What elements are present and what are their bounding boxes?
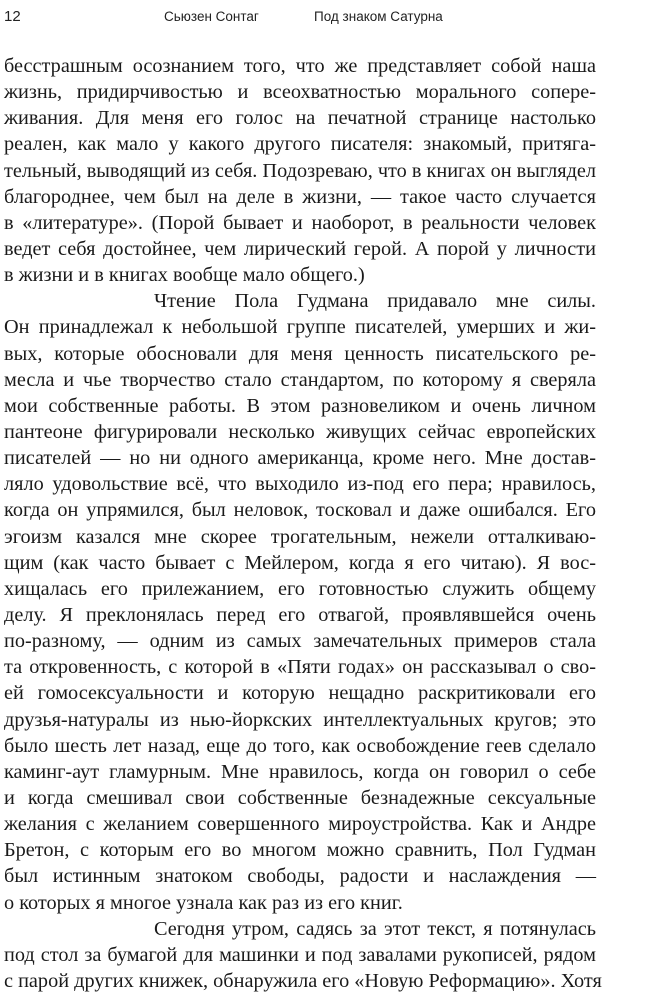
text-line: и когда смешивал свои собственные безнадежные сексуальные — [4, 786, 596, 809]
text-line: Он принадлежал к небольшой группе писателей, умерших и жи- — [4, 316, 596, 339]
text-line: делу. Я преклонялась перед его отвагой, проявлявшейся очень — [4, 603, 596, 626]
text-line: та откровенность, с которой в «Пяти годах» он рассказывал о сво- — [4, 656, 596, 679]
body-text — [4, 53, 602, 994]
running-header-author: Сьюзен Сонтаг — [164, 9, 259, 24]
text-line: под стол за бумагой для машинки и под завалами рукописей, рядом — [4, 943, 596, 966]
text-line: вых, которые обосновали для меня ценность писательского ре- — [4, 342, 596, 365]
text-line: писателей — но ни одного американца, кроме него. Мне достав- — [4, 447, 596, 470]
text-line: благороднее, чем был на деле в жизни, — такое часто случается — [4, 185, 596, 208]
text-line: мои собственные работы. В этом разновеликом и очень личном — [4, 394, 596, 417]
paragraph-start-line: Чтение Пола Гудмана придавало мне силы. — [154, 290, 596, 313]
paragraph-end-line: о которых я многое узнала как раз из его книг. — [4, 891, 403, 914]
text-line: эгоизм казался мне скорее трогательным, нежели отталкиваю- — [4, 525, 596, 548]
text-line: щим (как часто бывает с Мейлером, когда я его читаю). Я вос- — [4, 551, 596, 574]
text-line: по-разному, — одним из самых замечательных примеров стала — [4, 630, 596, 653]
running-header-book-title: Под знаком Сатурна — [314, 9, 443, 24]
text-line: ведет себя достойнее, чем лирический герой. А порой у личности — [4, 237, 596, 260]
text-line: ей гомосексуальности и которую нещадно раскритиковали его — [4, 682, 596, 705]
text-line: ляло удовольствие всё, что выходило из-под его пера; нравилось, — [4, 473, 596, 496]
text-line: друзья-натуралы из нью-йоркских интеллектуальных кругов; это — [4, 708, 596, 731]
text-line: пантеоне фигурировали несколько живущих сейчас европейских — [4, 420, 596, 443]
text-line: бесстрашным осознанием того, что же представляет собой наша — [4, 55, 596, 77]
text-line: Бретон, с которым его во многом можно сравнить, Пол Гудман — [4, 839, 596, 862]
text-line: каминг-аут гламурным. Мне нравилось, когда он говорил о себе — [4, 760, 596, 783]
text-line: был истинным знатоком свободы, радости и наслаждения — — [4, 865, 596, 888]
text-line: тельный, выводящий из себя. Подозреваю, что в книгах он выглядел — [4, 159, 597, 182]
running-header — [4, 8, 644, 32]
paragraph-end-line: в жизни и в книгах вообще мало общего.) — [4, 264, 365, 287]
page-number: 12 — [4, 8, 21, 25]
paragraph-start-line: Сегодня утром, садясь за этот текст, я потянулась — [154, 917, 596, 940]
text-line: реален, как мало у какого другого писателя: знакомый, притяга- — [4, 133, 596, 156]
text-line: месла и чье творчество стало стандартом, по которому я сверяла — [4, 368, 596, 391]
text-line: жизнь, придирчивостью и всеохватностью морального сопере- — [4, 81, 596, 104]
text-line: желания с желанием совершенного мироустройства. Как и Андре — [4, 813, 596, 836]
text-line: живания. Для меня его голос на печатной странице настолько — [4, 107, 596, 130]
text-line: было шесть лет назад, еще до того, как освобождение геев сделало — [4, 734, 596, 757]
text-line: с парой других книжек, обнаружила его «Новую Реформацию». Хотя — [4, 969, 602, 992]
text-line: в «литературе». (Порой бывает и наоборот, в реальности человек — [4, 211, 596, 234]
text-line: хищалась его прилежанием, его готовностью служить общему — [4, 577, 596, 600]
text-line: когда он упрямился, был неловок, тосковал и даже ошибался. Его — [4, 499, 596, 522]
